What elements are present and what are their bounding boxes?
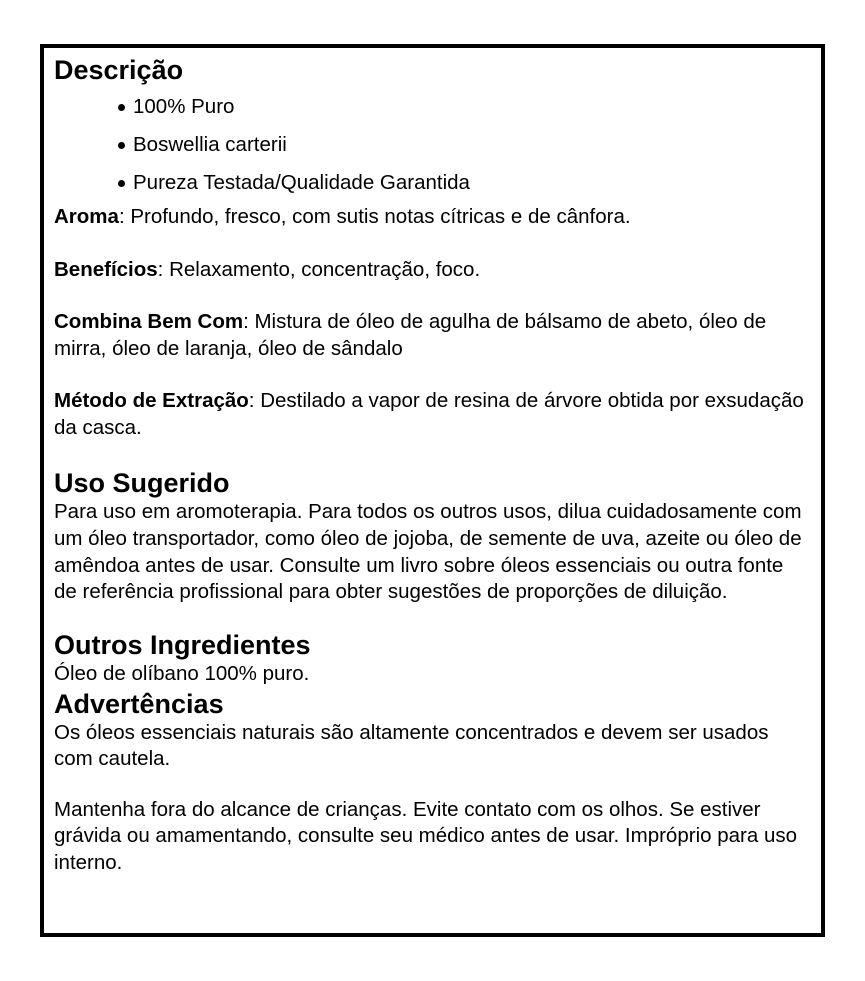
advertencias-text-2: Mantenha fora do alcance de crianças. Evite contato com os olhos. Se estiver grávida ou amamentando, consulte seu médico antes de usar. Impróprio para uso interno. xyxy=(54,797,797,874)
bullet-dot-icon xyxy=(118,104,125,111)
product-info-panel xyxy=(40,44,825,937)
uso-sugerido-text: Para uso em aromoterapia. Para todos os outros usos, dilua cuidadosamente com um óleo transportador, como óleo de jojoba, de semente de uva, azeite ou óleo de amêndoa antes de usar. Consulte um livro sobre óleos essenciais ou outra fonte de referência profissional para obter sugestões de proporções de diluição. xyxy=(54,500,802,604)
field-key: Combina Bem Com xyxy=(54,310,244,333)
bullet-item xyxy=(54,132,811,170)
descricao-heading: Descrição xyxy=(54,55,184,85)
bullet-text: Pureza Testada/Qualidade Garantida xyxy=(133,171,470,194)
advertencias-heading: Advertências xyxy=(54,688,224,719)
bullet-text: 100% Puro xyxy=(133,95,235,118)
bullet-dot-icon xyxy=(118,142,125,149)
field-beneficios xyxy=(54,257,811,284)
bullet-item xyxy=(54,94,811,132)
field-text: : Destilado a vapor de resina de árvore obtida por exsudação da casca. xyxy=(54,389,804,439)
bullet-text: Boswellia carterii xyxy=(133,133,287,156)
bullet-dot-icon xyxy=(118,180,125,187)
field-key: Benefícios xyxy=(54,257,158,281)
field-text: : Relaxamento, concentração, foco. xyxy=(157,257,481,281)
field-metodo-extracao xyxy=(54,388,811,441)
field-key: Método de Extração xyxy=(54,389,249,412)
field-key: Aroma xyxy=(54,205,119,228)
descricao-bullet-list xyxy=(54,94,811,208)
field-text: : Profundo, fresco, com sutis notas cítricas e de cânfora. xyxy=(118,205,631,228)
uso-sugerido-heading: Uso Sugerido xyxy=(54,468,230,498)
field-text: : Mistura de óleo de agulha de bálsamo de abeto, óleo de mirra, óleo de laranja, óleo de sândalo xyxy=(54,310,767,360)
outros-ingredientes-text: Óleo de olíbano 100% puro. xyxy=(54,662,310,686)
advertencias-text-1: Os óleos essenciais naturais são altamente concentrados e devem ser usados com cautela. xyxy=(54,720,769,771)
field-combina-bem-com xyxy=(54,309,811,362)
outros-ingredientes-heading: Outros Ingredientes xyxy=(54,630,311,661)
bullet-item xyxy=(54,170,811,208)
